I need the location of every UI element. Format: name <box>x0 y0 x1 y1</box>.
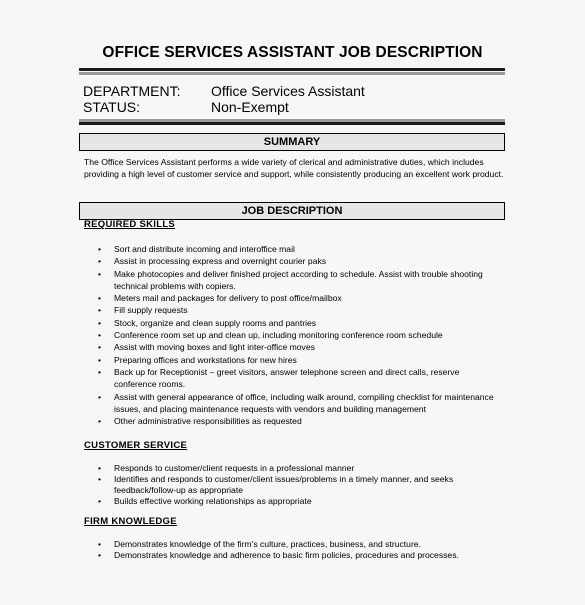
list-item-text: Other administrative responsibilities as requested <box>114 416 302 427</box>
list-item-text: Assist with general appearance of office, including walk around, compiling checklist for maintenance issues, and placing maintenance requests with vendors and building management <box>114 391 494 414</box>
list-item <box>98 550 498 561</box>
bullet-icon: • <box>98 256 102 267</box>
status-value: Non-Exempt <box>211 99 289 115</box>
bullet-icon: • <box>98 317 102 328</box>
required-skills-heading: REQUIRED SKILLS <box>84 219 176 230</box>
list-item-text: Demonstrates knowledge and adherence to basic firm policies, procedures and processes. <box>114 550 459 561</box>
list-item <box>98 474 498 496</box>
list-item-text: Assist in processing express and overnight courier paks <box>114 256 327 267</box>
list-item <box>98 539 498 550</box>
summary-heading: SUMMARY <box>79 133 505 151</box>
document-title: OFFICE SERVICES ASSISTANT JOB DESCRIPTION <box>102 44 483 61</box>
list-item-text: Identifies and responds to customer/client issues/problems in a timely manner, and seeks feedback/follow-up as appropriate <box>114 474 454 496</box>
bullet-icon: • <box>98 268 102 279</box>
list-item-text: Assist with moving boxes and light inter-office moves <box>114 342 315 353</box>
list-item <box>98 243 498 255</box>
status-label: STATUS: <box>83 99 141 115</box>
bullet-icon: • <box>98 391 102 402</box>
bullet-icon: • <box>98 550 102 561</box>
list-item <box>98 354 498 366</box>
bullet-icon: • <box>98 416 102 427</box>
bullet-icon: • <box>98 366 102 377</box>
status-row <box>83 99 289 115</box>
list-item <box>98 304 498 316</box>
list-item <box>98 496 498 507</box>
meta-rule-thick <box>79 122 505 125</box>
list-item-text: Demonstrates knowledge of the firm’s culture, practices, business, and structure. <box>114 539 421 549</box>
bullet-icon: • <box>98 305 102 316</box>
bullet-icon: • <box>98 463 102 473</box>
title-rule-gray <box>79 72 505 75</box>
list-item <box>98 463 498 474</box>
customer-service-list <box>98 463 498 507</box>
bullet-icon: • <box>98 244 102 254</box>
list-item-text: Fill supply requests <box>114 305 188 316</box>
list-item-text: Back up for Receptionist – greet visitors, answer telephone screen and direct calls, reserve conference rooms. <box>114 366 460 390</box>
list-item-text: Meters mail and packages for delivery to post office/mailbox <box>114 293 342 304</box>
bullet-icon: • <box>98 474 102 485</box>
required-skills-list <box>98 243 498 427</box>
list-item-text: Conference room set up and clean up, including monitoring conference room schedule <box>114 330 443 341</box>
bullet-icon: • <box>98 496 102 507</box>
list-item-text: Preparing offices and workstations for new hires <box>114 354 297 365</box>
department-label: DEPARTMENT: <box>83 83 181 99</box>
title-rule-top <box>79 68 505 71</box>
list-item-text: Make photocopies and deliver finished project according to schedule. Assist with trouble shooting technical problems with copiers. <box>114 268 483 291</box>
bullet-icon: • <box>98 539 102 549</box>
summary-text: The Office Services Assistant performs a wide variety of clerical and administrative duties, which includes providing a high level of customer service and support, while consistently producing an excellent work product. <box>84 157 504 179</box>
list-item <box>98 292 498 304</box>
bullet-icon: • <box>98 342 102 353</box>
department-value: Office Services Assistant <box>211 83 365 99</box>
customer-service-heading: CUSTOMER SERVICE <box>84 440 188 451</box>
list-item <box>98 268 498 293</box>
list-item <box>98 317 498 329</box>
list-item <box>98 329 498 341</box>
list-item-text: Builds effective working relationships as appropriate <box>114 496 312 507</box>
list-item-text: Stock, organize and clean supply rooms and pantries <box>114 317 317 328</box>
list-item <box>98 341 498 353</box>
list-item-text: Sort and distribute incoming and interoffice mail <box>114 244 295 254</box>
firm-knowledge-heading: FIRM KNOWLEDGE <box>84 516 177 527</box>
list-item <box>98 255 498 267</box>
list-item <box>98 415 498 427</box>
firm-knowledge-list <box>98 539 498 561</box>
job-description-heading: JOB DESCRIPTION <box>79 202 505 220</box>
list-item <box>98 391 498 416</box>
bullet-icon: • <box>98 330 102 341</box>
bullet-icon: • <box>98 293 102 304</box>
department-row <box>83 83 365 99</box>
bullet-icon: • <box>98 354 102 365</box>
list-item <box>98 366 498 391</box>
list-item-text: Responds to customer/client requests in a professional manner <box>114 463 355 473</box>
